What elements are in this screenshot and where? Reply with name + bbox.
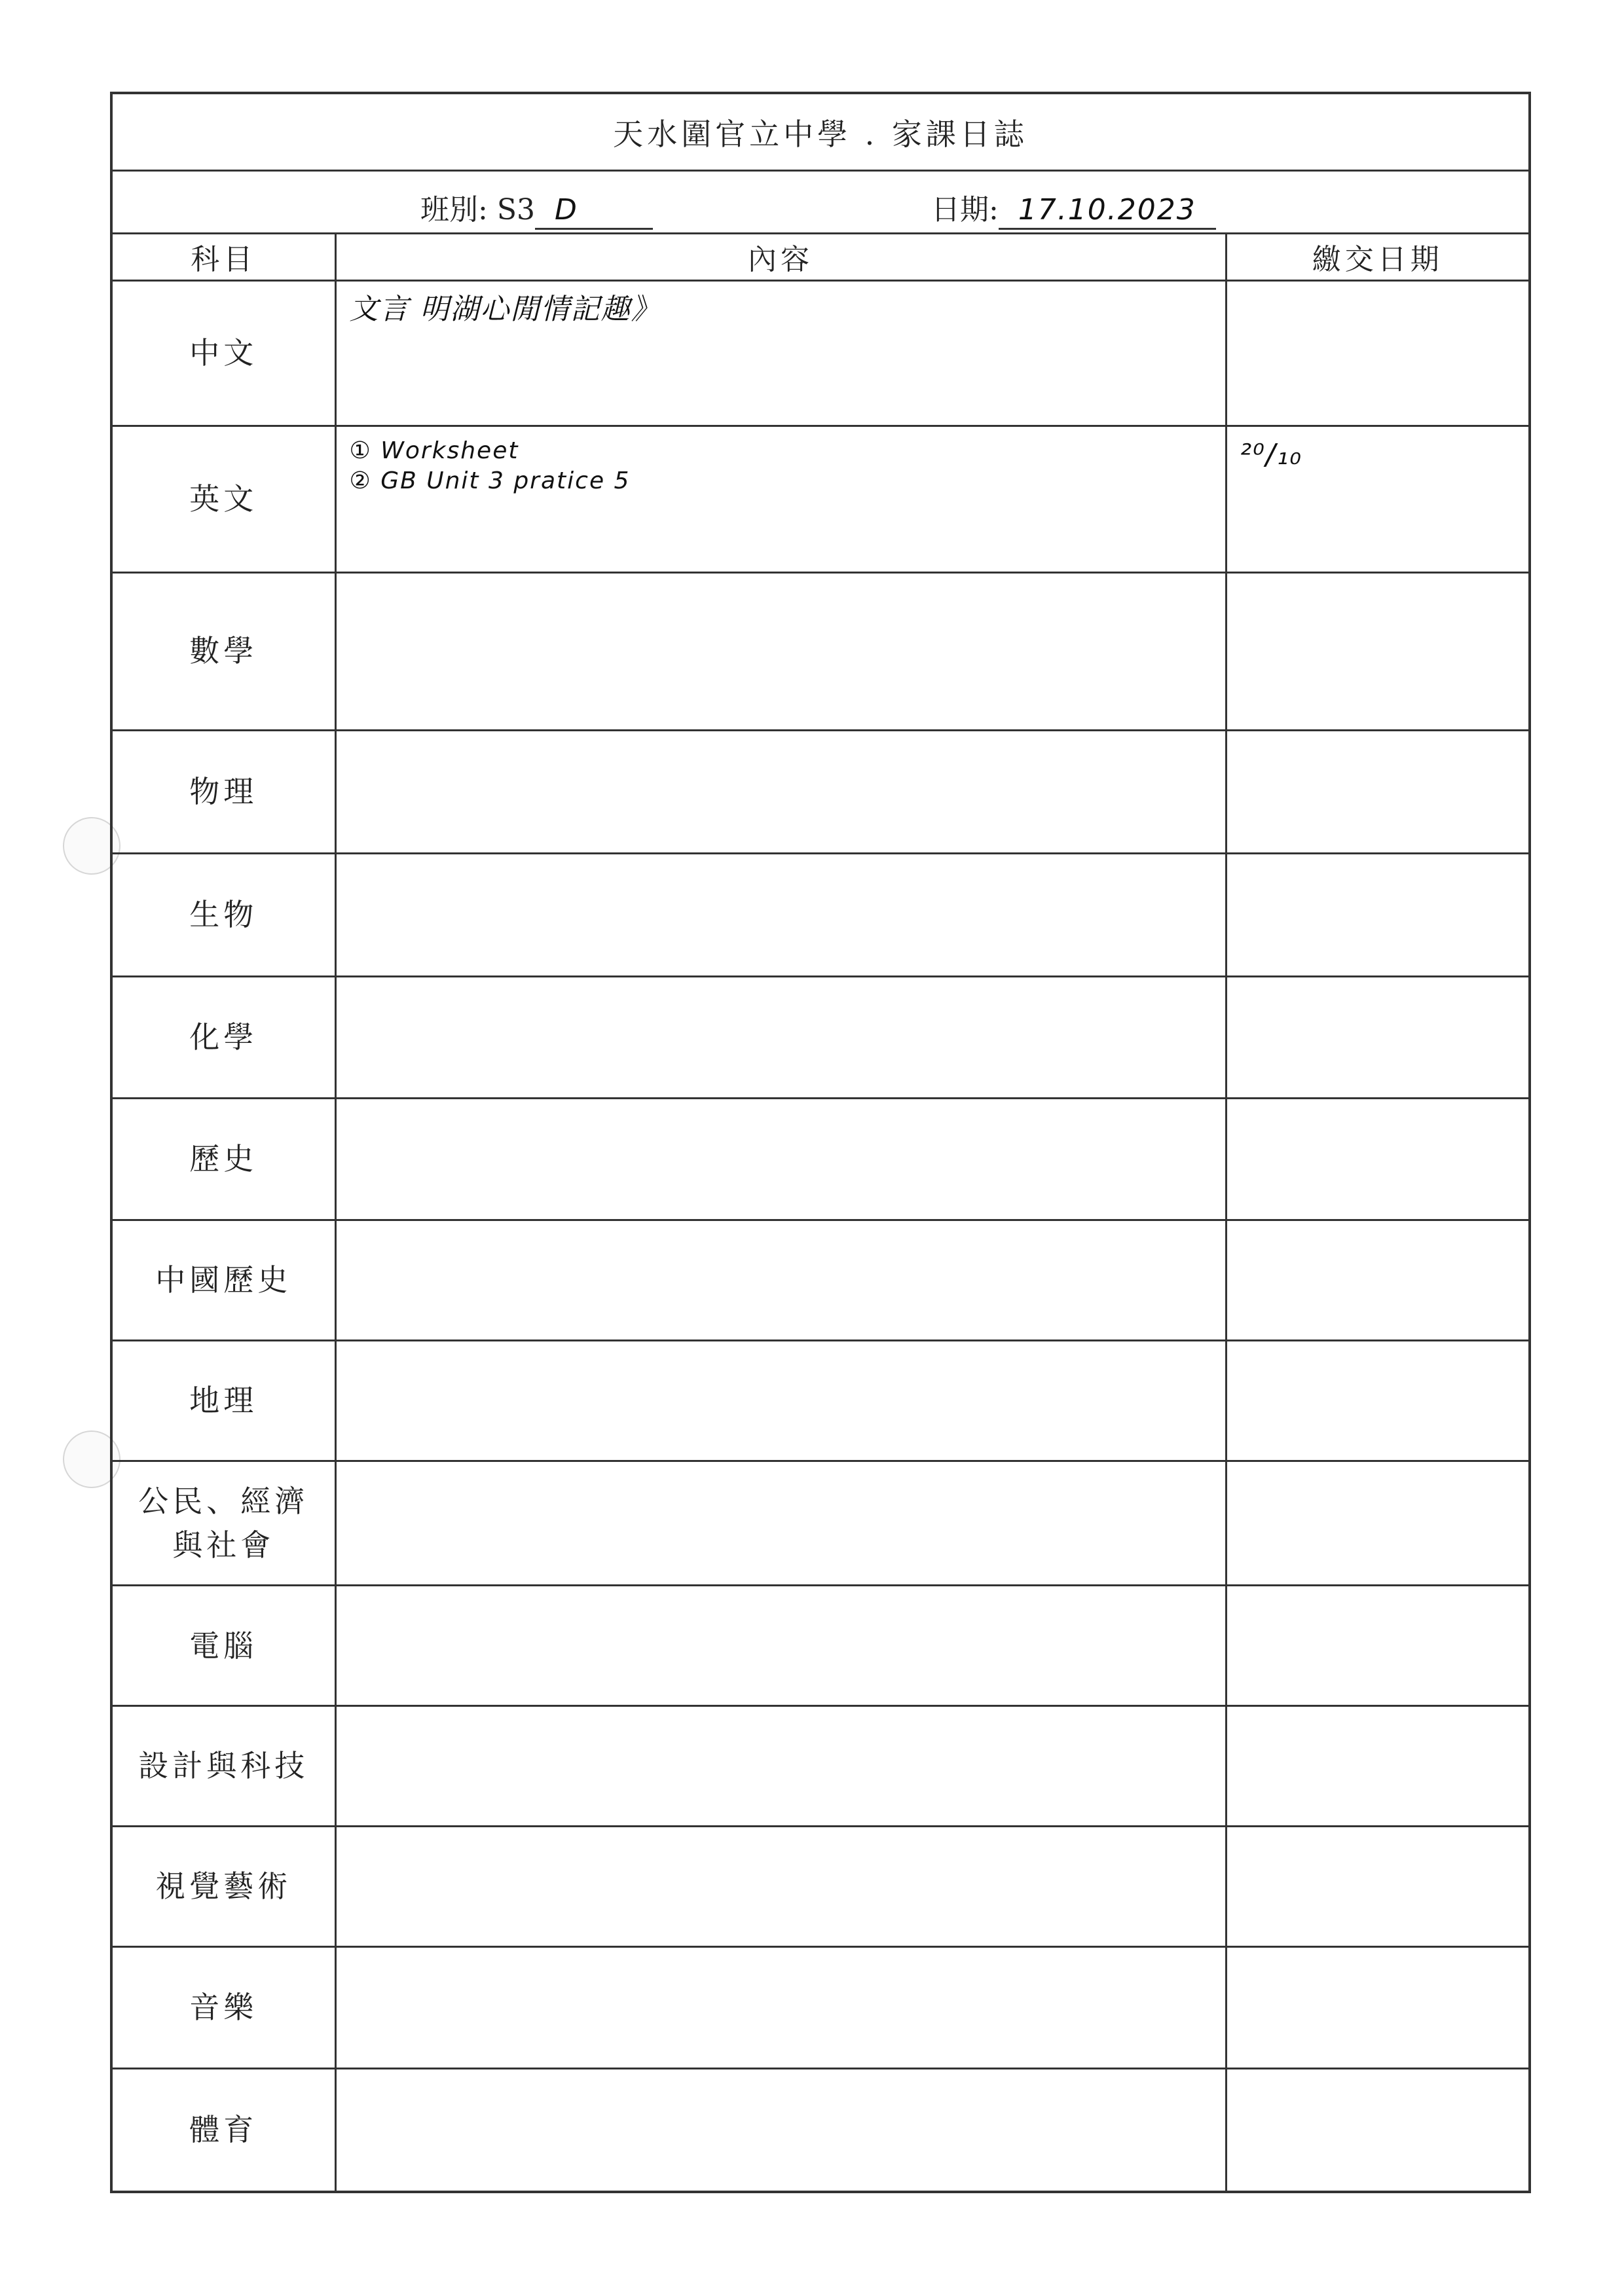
class-label: 班別: [420,193,488,227]
table-row [113,1461,1528,1586]
subject-cell: 化學 [113,977,335,1099]
content-cell [335,853,1226,976]
subject-cell: 體育 [113,2069,335,2191]
table-row [113,426,1528,572]
table-header-row [113,234,1528,280]
table-row [113,1099,1528,1220]
due-date-cell [1226,280,1528,426]
due-date-cell [1226,853,1528,976]
subject-cell: 中文 [113,280,335,426]
due-date-cell [1226,1827,1528,1947]
table-row [113,1586,1528,1706]
due-date-cell [1226,1341,1528,1461]
content-cell [335,426,1226,572]
subject-cell: 設計與科技 [113,1706,335,1827]
subject-cell: 中國歷史 [113,1220,335,1341]
due-date-cell [1226,1706,1528,1827]
content-cell [335,572,1226,730]
table-row [113,1947,1528,2069]
table-row [113,572,1528,730]
homework-entry: ② GB Unit 3 pratice 5 [349,467,631,495]
content-cell [335,1706,1226,1827]
meta-row [113,172,1528,234]
date-value: 17.10.2023 [999,193,1216,230]
subject-cell: 生物 [113,853,335,976]
homework-entry: 文言 明湖心閒情記趣》 [349,292,661,326]
subject-cell: 歷史 [113,1099,335,1220]
content-cell [335,977,1226,1099]
due-date-cell [1226,977,1528,1099]
due-date-cell [1226,730,1528,853]
table-row [113,1341,1528,1461]
due-date-cell: ²⁰/₁₀ [1226,426,1528,572]
homework-table-wrapper [113,234,1528,2191]
content-cell [335,1220,1226,1341]
subject-cell: 物理 [113,730,335,853]
table-row [113,1827,1528,1947]
subject-cell: 公民、經濟與社會 [113,1461,335,1586]
subject-cell: 地理 [113,1341,335,1461]
content-cell [335,1827,1226,1947]
class-prefix: S3 [496,193,535,227]
due-date-cell [1226,1220,1528,1341]
due-date-cell [1226,1461,1528,1586]
content-cell [335,1099,1226,1220]
table-row [113,1706,1528,1827]
due-date-cell [1226,2069,1528,2191]
homework-table [113,234,1528,2191]
column-header-subject: 科目 [113,234,335,280]
column-header-content: 內容 [335,234,1226,280]
subject-cell: 英文 [113,426,335,572]
page-title: 天水圍官立中學 . 家課日誌 [113,94,1528,172]
table-row [113,977,1528,1099]
table-row [113,280,1528,426]
due-date-cell [1226,1099,1528,1220]
content-cell [335,1341,1226,1461]
subject-cell: 音樂 [113,1947,335,2069]
homework-diary-sheet [110,92,1531,2193]
due-date-cell [1226,572,1528,730]
content-cell [335,730,1226,853]
content-cell [335,2069,1226,2191]
content-cell [335,1586,1226,1706]
table-row [113,1220,1528,1341]
table-row [113,2069,1528,2191]
table-row [113,853,1528,976]
class-value: D [535,193,653,230]
subject-cell: 數學 [113,572,335,730]
date-field [931,186,1216,230]
due-date-cell [1226,1947,1528,2069]
content-cell [335,1461,1226,1586]
subject-cell: 電腦 [113,1586,335,1706]
date-label: 日期: [931,193,999,227]
content-cell [335,1947,1226,2069]
homework-entry: ① Worksheet [349,437,519,464]
content-cell [335,280,1226,426]
subject-cell: 視覺藝術 [113,1827,335,1947]
class-field [420,186,653,230]
due-date-cell [1226,1586,1528,1706]
column-header-due: 繳交日期 [1226,234,1528,280]
table-row [113,730,1528,853]
